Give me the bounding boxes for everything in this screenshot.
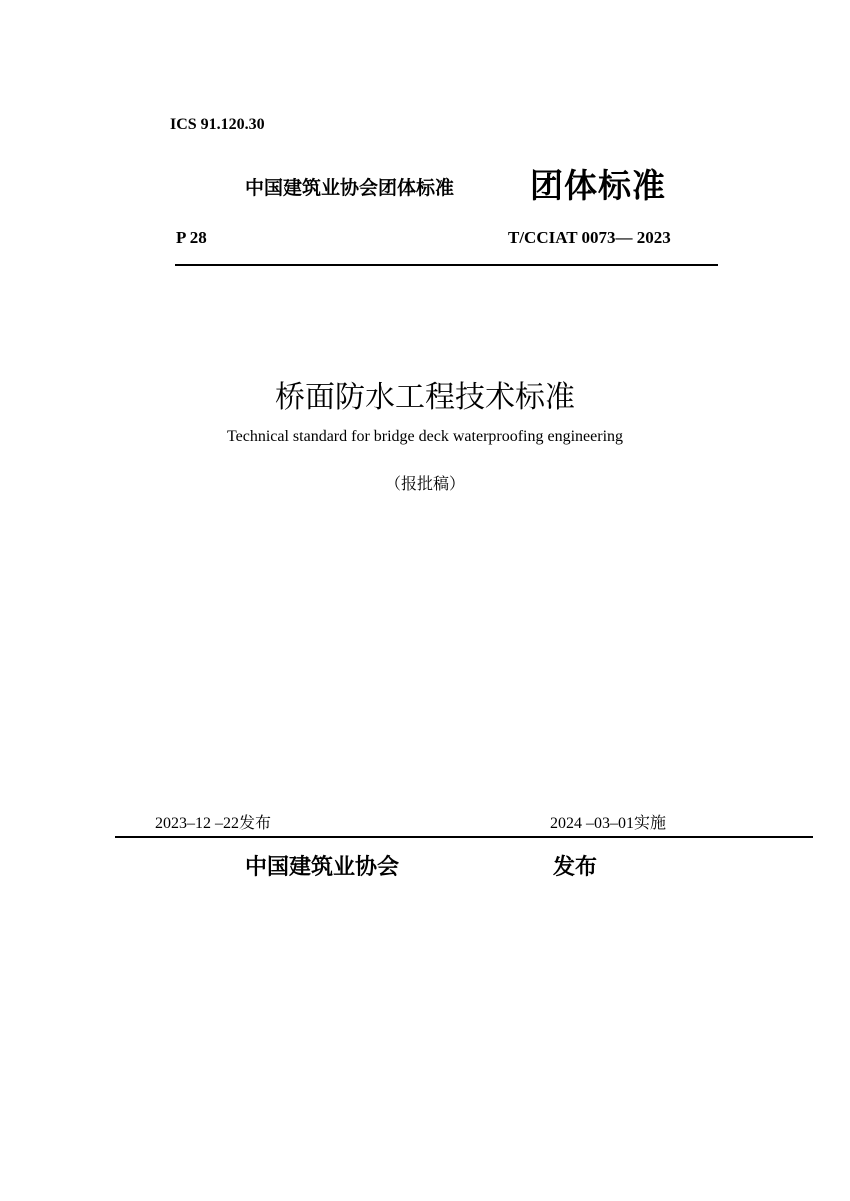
document-title-english: Technical standard for bridge deck waterproofing engineering	[226, 428, 624, 445]
association-standard-label: 中国建筑业协会团体标准	[245, 177, 455, 199]
draft-status-label: （报批稿）	[384, 474, 465, 493]
footer-divider	[115, 836, 813, 838]
standard-number: T/CCIAT 0073— 2023	[508, 228, 671, 247]
classification-code: P 28	[176, 228, 207, 247]
issue-label: 发布	[553, 855, 598, 880]
effective-date: 2024 –03–01实施	[550, 815, 667, 832]
ics-code: ICS 91.120.30	[170, 116, 265, 133]
issuing-organization: 中国建筑业协会	[245, 855, 400, 880]
document-title-chinese: 桥面防水工程技术标准	[275, 380, 575, 415]
header-divider	[175, 264, 718, 266]
standard-type-heading: 团体标准	[530, 166, 666, 205]
publish-date: 2023–12 –22发布	[155, 815, 272, 832]
